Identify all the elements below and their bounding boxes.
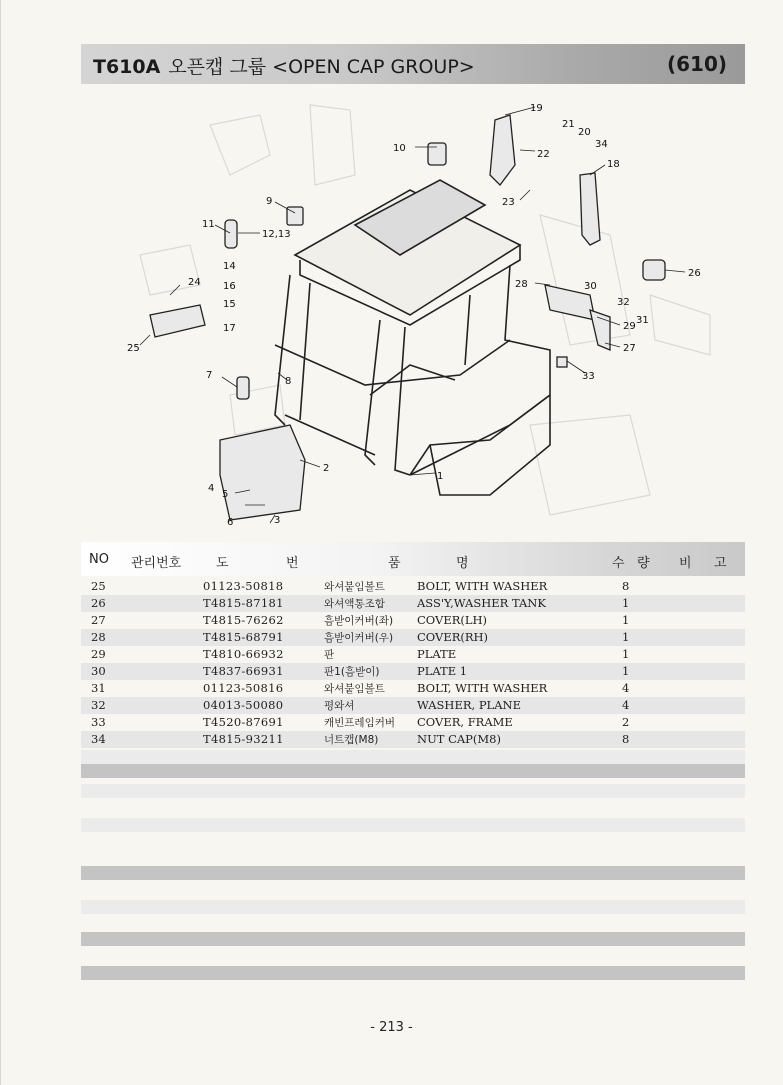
- empty-row-band: [81, 818, 745, 832]
- empty-row-band: [81, 900, 745, 914]
- table-row: 34 T4815-93211 너트캡(M8) NUT CAP(M8) 8: [81, 731, 745, 748]
- callout-22: 22: [537, 149, 550, 160]
- callout-15: 15: [223, 299, 236, 310]
- callout-20: 20: [578, 127, 591, 138]
- page-number: - 213 -: [370, 1020, 413, 1035]
- callout-10: 10: [393, 143, 406, 154]
- header-qty-1: 수: [612, 556, 625, 571]
- callout-7: 7: [206, 370, 213, 381]
- page-code: (610): [666, 52, 727, 76]
- table-row: 30 T4837-66931 판1(흠받이) PLATE 1 1: [81, 663, 745, 680]
- callout-9: 9: [266, 196, 273, 207]
- callout-29: 29: [623, 321, 636, 332]
- empty-row-band: [81, 750, 745, 764]
- callout-31: 31: [636, 315, 649, 326]
- callout-4: 4: [208, 483, 215, 494]
- callout-30: 30: [584, 281, 597, 292]
- empty-row-band: [81, 866, 745, 880]
- callout-24: 24: [188, 277, 201, 288]
- callout-33: 33: [582, 371, 595, 382]
- table-row: 28 T4815-68791 흠받이커버(우) COVER(RH) 1: [81, 629, 745, 646]
- header-name: 명: [456, 556, 469, 571]
- callout-23: 23: [502, 197, 515, 208]
- callout-12-13: 12,13: [262, 229, 291, 240]
- table-row: 25 01123-50818 와셔붙임볼트 BOLT, WITH WASHER 8: [91, 579, 630, 593]
- callout-5: 5: [222, 489, 229, 500]
- callout-27: 27: [623, 343, 636, 354]
- section-header: [81, 44, 745, 84]
- callout-14: 14: [223, 261, 236, 272]
- callout-16: 16: [223, 281, 236, 292]
- callout-8: 8: [285, 376, 292, 387]
- callout-2: 2: [323, 463, 330, 474]
- header-no: NO: [89, 552, 109, 567]
- table-row: 33 T4520-87691 캐빈프레임커버 COVER, FRAME 2: [91, 715, 630, 729]
- callout-25: 25: [127, 343, 140, 354]
- callout-21: 21: [562, 119, 575, 130]
- callout-3: 3: [274, 515, 281, 526]
- callout-11: 11: [202, 219, 215, 230]
- cab-frame: [275, 180, 550, 495]
- table-row: 32 04013-50080 평와셔 WASHER, PLANE 4: [81, 697, 745, 714]
- callout-19: 19: [530, 103, 543, 114]
- table-row: 29 T4810-66932 판 PLATE 1: [91, 647, 630, 661]
- callout-1: 1: [437, 471, 444, 482]
- empty-row-band: [81, 932, 745, 946]
- header-qty-2: 량: [637, 556, 650, 571]
- side-parts: [150, 115, 665, 520]
- callout-28: 28: [515, 279, 528, 290]
- table-row: 31 01123-50816 와셔붙임볼트 BOLT, WITH WASHER 4: [91, 681, 630, 695]
- group-title: 오픈캡 그룹 <OPEN CAP GROUP>: [168, 56, 475, 78]
- empty-row-band: [81, 966, 745, 980]
- callout-17: 17: [223, 323, 236, 334]
- header-remark-2: 고: [714, 556, 727, 571]
- callout-34: 34: [595, 139, 608, 150]
- model-code: T610A: [93, 56, 161, 78]
- part-callouts: [127, 103, 701, 528]
- parts-table-header: [81, 542, 745, 576]
- header-number: 번: [286, 556, 299, 571]
- callout-32: 32: [617, 297, 630, 308]
- callout-18: 18: [607, 159, 620, 170]
- callout-26: 26: [688, 268, 701, 279]
- header-remark-1: 비: [679, 556, 692, 571]
- header-drawing: 도: [216, 556, 229, 571]
- table-row: 27 T4815-76262 흠받이커버(좌) COVER(LH) 1: [91, 613, 630, 627]
- page-title: [93, 52, 475, 79]
- table-row: 26 T4815-87181 와셔액통조합 ASS'Y,WASHER TANK 1: [81, 595, 745, 612]
- header-item: 품: [388, 556, 401, 571]
- empty-row-band: [81, 764, 745, 778]
- callout-6: 6: [227, 517, 234, 528]
- header-mgmt-no: 관리번호: [131, 556, 182, 571]
- empty-row-band: [81, 784, 745, 798]
- exploded-parts-diagram: [110, 95, 720, 535]
